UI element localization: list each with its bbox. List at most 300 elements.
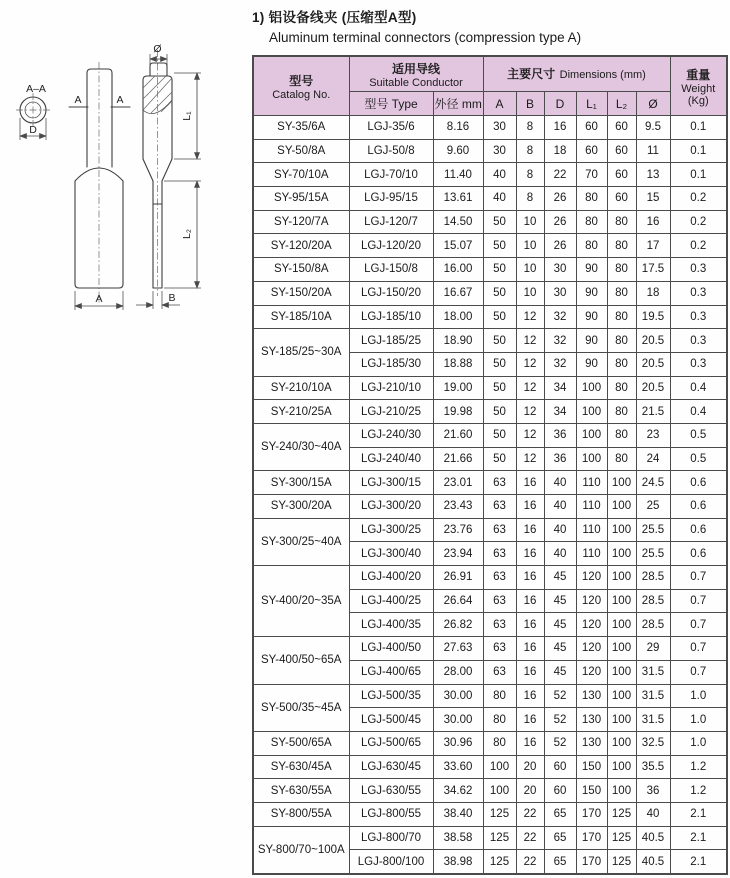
dim-l1-cell: 60 — [576, 116, 607, 140]
dim-a-cell: 63 — [483, 589, 516, 613]
dim-l1-cell: 100 — [576, 447, 607, 471]
dim-diameter-cell: 35.5 — [636, 755, 670, 779]
outer-diameter-cell: 26.64 — [433, 589, 483, 613]
dim-b-cell: 8 — [516, 116, 544, 140]
outer-diameter-cell: 23.43 — [433, 495, 483, 519]
dim-l1-cell: 120 — [576, 660, 607, 684]
conductor-type-cell: LGJ-400/65 — [349, 660, 433, 684]
catalog-no-cell: SY-185/25~30A — [253, 329, 349, 376]
dim-d-cell: 60 — [544, 755, 576, 779]
dim-a-cell: 63 — [483, 518, 516, 542]
dim-l2-cell: 80 — [607, 329, 636, 353]
table-row — [253, 779, 727, 803]
dim-a-cell: 50 — [483, 305, 516, 329]
outer-diameter-cell: 15.07 — [433, 234, 483, 258]
dim-diameter-cell: 24.5 — [636, 471, 670, 495]
dim-a-cell: 50 — [483, 281, 516, 305]
section-label: A–A — [26, 83, 46, 95]
catalog-no-cell: SY-35/6A — [253, 116, 349, 140]
weight-cell: 0.6 — [670, 495, 727, 519]
dim-diameter-cell: 16 — [636, 210, 670, 234]
conductor-type-cell: LGJ-500/45 — [349, 708, 433, 732]
dim-l2-cell: 60 — [607, 116, 636, 140]
dim-l2-cell: 100 — [607, 518, 636, 542]
dim-d-cell: 65 — [544, 802, 576, 826]
dim-d-cell: 32 — [544, 329, 576, 353]
dim-l1-cell: 170 — [576, 826, 607, 850]
conductor-type-cell: LGJ-400/20 — [349, 566, 433, 590]
dim-diameter-cell: 21.5 — [636, 400, 670, 424]
weight-cell: 1.0 — [670, 731, 727, 755]
dim-l1-cell: 80 — [576, 187, 607, 211]
dim-b-cell: 8 — [516, 187, 544, 211]
weight-cell: 0.2 — [670, 210, 727, 234]
dim-b-cell: 22 — [516, 802, 544, 826]
dim-l1-cell: 100 — [576, 400, 607, 424]
conductor-type-cell: LGJ-800/100 — [349, 850, 433, 874]
table-row — [253, 376, 727, 400]
dim-l1-cell: 100 — [576, 423, 607, 447]
dim-diameter-cell: 24 — [636, 447, 670, 471]
dim-b-cell: 8 — [516, 163, 544, 187]
catalog-no-cell: SY-95/15A — [253, 187, 349, 211]
dim-b-cell: 12 — [516, 352, 544, 376]
dim-d-cell: 18 — [544, 139, 576, 163]
dim-l2-cell: 60 — [607, 139, 636, 163]
dim-diameter-cell: 28.5 — [636, 613, 670, 637]
col-header-catalog — [253, 56, 349, 116]
dim-l2-cell: 80 — [607, 400, 636, 424]
dim-l2-cell: 80 — [607, 376, 636, 400]
weight-cell: 2.1 — [670, 802, 727, 826]
dim-b-cell: 12 — [516, 447, 544, 471]
col-header-dimensions — [483, 56, 670, 92]
dim-d-cell: 26 — [544, 187, 576, 211]
conductor-type-cell: LGJ-400/35 — [349, 613, 433, 637]
weight-cell: 0.1 — [670, 116, 727, 140]
dim-diameter-cell: 23 — [636, 423, 670, 447]
dim-a-cell: 40 — [483, 163, 516, 187]
dim-b-cell: 10 — [516, 234, 544, 258]
table-row — [253, 684, 727, 708]
page-title-en: Aluminum terminal connectors (compression type A) — [269, 29, 582, 45]
outer-diameter-cell: 26.91 — [433, 566, 483, 590]
col-header-weight-en: Weight — [681, 82, 716, 95]
dim-a-cell: 100 — [483, 755, 516, 779]
dim-b-cell: 10 — [516, 210, 544, 234]
dim-l1-cell: 110 — [576, 495, 607, 519]
catalog-no-cell: SY-630/45A — [253, 755, 349, 779]
dim-d-cell: 32 — [544, 352, 576, 376]
col-header-weight-zh: 重量 — [686, 67, 711, 82]
table-row — [253, 637, 727, 661]
conductor-type-cell: LGJ-800/70 — [349, 826, 433, 850]
dim-a-cell: 63 — [483, 566, 516, 590]
catalog-no-cell: SY-70/10A — [253, 163, 349, 187]
catalog-no-cell: SY-800/55A — [253, 802, 349, 826]
catalog-no-cell: SY-400/20~35A — [253, 566, 349, 637]
dim-l1-cell: 150 — [576, 779, 607, 803]
weight-cell: 0.1 — [670, 139, 727, 163]
outer-diameter-cell: 14.50 — [433, 210, 483, 234]
col-header-dim-l2: L₂ — [607, 92, 636, 116]
dim-b-cell: 20 — [516, 779, 544, 803]
dim-b-cell: 22 — [516, 850, 544, 874]
table-row — [253, 187, 727, 211]
dim-b-cell: 12 — [516, 305, 544, 329]
dim-l2-cell: 100 — [607, 708, 636, 732]
dim-a-cell: 50 — [483, 352, 516, 376]
outer-diameter-cell: 11.40 — [433, 163, 483, 187]
col-header-conductor-zh: 适用导线 — [391, 61, 440, 76]
conductor-type-cell: LGJ-500/35 — [349, 684, 433, 708]
dim-l2-cell: 80 — [607, 423, 636, 447]
dim-l1-cell: 130 — [576, 731, 607, 755]
dim-l1-cell: 110 — [576, 471, 607, 495]
dim-d-cell: 52 — [544, 731, 576, 755]
dim-d-cell: 36 — [544, 423, 576, 447]
dim-l2-cell: 80 — [607, 234, 636, 258]
col-header-od: 外径 mm — [433, 92, 483, 116]
weight-cell: 0.4 — [670, 376, 727, 400]
spec-table — [252, 55, 728, 875]
table-row — [253, 755, 727, 779]
dim-l1-cell: 120 — [576, 637, 607, 661]
conductor-type-cell: LGJ-400/25 — [349, 589, 433, 613]
dim-d-cell: 34 — [544, 400, 576, 424]
table-row — [253, 305, 727, 329]
dim-l1-cell: 80 — [576, 210, 607, 234]
dim-diameter-cell: 25.5 — [636, 542, 670, 566]
dim-diameter-cell: 15 — [636, 187, 670, 211]
dim-d-cell: 52 — [544, 708, 576, 732]
weight-cell: 0.7 — [670, 589, 727, 613]
outer-diameter-cell: 13.61 — [433, 187, 483, 211]
dim-d-cell: 32 — [544, 305, 576, 329]
outer-diameter-cell: 34.62 — [433, 779, 483, 803]
dim-diameter-cell: 20.5 — [636, 352, 670, 376]
dim-diameter-cell: 25.5 — [636, 518, 670, 542]
outer-diameter-cell: 30.00 — [433, 708, 483, 732]
dim-l2-cell: 80 — [607, 352, 636, 376]
dim-l2-cell: 125 — [607, 802, 636, 826]
conductor-type-cell: LGJ-185/30 — [349, 352, 433, 376]
outer-diameter-cell: 8.16 — [433, 116, 483, 140]
dim-d-cell: 22 — [544, 163, 576, 187]
weight-cell: 0.4 — [670, 400, 727, 424]
dim-l2-cell: 125 — [607, 850, 636, 874]
dim-diameter-cell: 40 — [636, 802, 670, 826]
dim-l2-cell: 60 — [607, 187, 636, 211]
dim-d-cell: 45 — [544, 637, 576, 661]
dim-b-cell: 16 — [516, 731, 544, 755]
dim-a-cell: 50 — [483, 234, 516, 258]
dim-l1-cell: 170 — [576, 850, 607, 874]
dim-l1-cell: 120 — [576, 613, 607, 637]
outer-diameter-cell: 38.40 — [433, 802, 483, 826]
col-header-type: 型号 Type — [349, 92, 433, 116]
conductor-type-cell: LGJ-240/30 — [349, 423, 433, 447]
weight-cell: 2.1 — [670, 850, 727, 874]
dim-a-cell: 63 — [483, 660, 516, 684]
dim-diameter-cell: 31.5 — [636, 660, 670, 684]
side-view — [136, 43, 201, 309]
weight-cell: 0.5 — [670, 447, 727, 471]
dim-b-cell: 16 — [516, 589, 544, 613]
conductor-type-cell: LGJ-500/65 — [349, 731, 433, 755]
dim-l2-cell: 100 — [607, 684, 636, 708]
outer-diameter-cell: 30.96 — [433, 731, 483, 755]
dim-a-cell: 40 — [483, 187, 516, 211]
dim-b-cell: 12 — [516, 400, 544, 424]
conductor-type-cell: LGJ-50/8 — [349, 139, 433, 163]
table-row — [253, 234, 727, 258]
dim-b-cell: 8 — [516, 139, 544, 163]
outer-diameter-cell: 9.60 — [433, 139, 483, 163]
table-row — [253, 163, 727, 187]
dim-b-cell: 16 — [516, 613, 544, 637]
dim-l1-cell: 130 — [576, 708, 607, 732]
dim-l2-cell: 100 — [607, 613, 636, 637]
conductor-type-cell: LGJ-95/15 — [349, 187, 433, 211]
table-row — [253, 518, 727, 542]
dim-b-cell: 12 — [516, 376, 544, 400]
catalog-no-cell: SY-300/15A — [253, 471, 349, 495]
dim-l2-cell: 80 — [607, 210, 636, 234]
col-header-weight — [670, 56, 727, 116]
conductor-type-cell: LGJ-120/20 — [349, 234, 433, 258]
dim-a-cell: 125 — [483, 826, 516, 850]
cross-section-view — [16, 83, 50, 140]
col-header-dimensions-zh: 主要尺寸 — [507, 67, 556, 81]
catalog-no-cell: SY-210/10A — [253, 376, 349, 400]
col-header-conductor — [349, 56, 483, 92]
catalog-no-cell: SY-400/50~65A — [253, 637, 349, 684]
dim-d-cell: 26 — [544, 234, 576, 258]
section-cut-label-left: A — [74, 94, 82, 106]
conductor-type-cell: LGJ-300/25 — [349, 518, 433, 542]
conductor-type-cell: LGJ-400/50 — [349, 637, 433, 661]
dim-b-cell: 16 — [516, 660, 544, 684]
dim-l2-cell: 80 — [607, 447, 636, 471]
dim-l2-cell: 80 — [607, 305, 636, 329]
dim-d-cell: 40 — [544, 495, 576, 519]
col-header-dim-dia: Ø — [636, 92, 670, 116]
outer-diameter-cell: 16.00 — [433, 258, 483, 282]
dim-label-l2: L₂ — [181, 229, 193, 239]
dim-b-cell: 20 — [516, 755, 544, 779]
weight-cell: 0.5 — [670, 423, 727, 447]
table-row — [253, 400, 727, 424]
dim-label-d: D — [29, 124, 37, 136]
dim-a-cell: 50 — [483, 329, 516, 353]
catalog-no-cell: SY-300/25~40A — [253, 518, 349, 565]
table-row — [253, 258, 727, 282]
dim-a-cell: 125 — [483, 850, 516, 874]
dim-b-cell: 16 — [516, 637, 544, 661]
dim-l2-cell: 100 — [607, 566, 636, 590]
catalog-no-cell: SY-800/70~100A — [253, 826, 349, 874]
col-header-dim-a: A — [483, 92, 516, 116]
dim-a-cell: 63 — [483, 542, 516, 566]
table-row — [253, 471, 727, 495]
table-row — [253, 210, 727, 234]
weight-cell: 0.3 — [670, 258, 727, 282]
dim-a-cell: 80 — [483, 708, 516, 732]
dim-l2-cell: 100 — [607, 471, 636, 495]
dim-d-cell: 52 — [544, 684, 576, 708]
weight-cell: 0.7 — [670, 566, 727, 590]
col-header-conductor-en: Suitable Conductor — [369, 76, 463, 89]
catalog-no-cell: SY-150/8A — [253, 258, 349, 282]
dim-d-cell: 65 — [544, 826, 576, 850]
dim-d-cell: 45 — [544, 613, 576, 637]
dim-l1-cell: 60 — [576, 139, 607, 163]
col-header-dim-l1: L₁ — [576, 92, 607, 116]
weight-cell: 0.3 — [670, 329, 727, 353]
conductor-type-cell: LGJ-210/10 — [349, 376, 433, 400]
outer-diameter-cell: 38.98 — [433, 850, 483, 874]
dim-diameter-cell: 17.5 — [636, 258, 670, 282]
dim-d-cell: 34 — [544, 376, 576, 400]
dim-d-cell: 36 — [544, 447, 576, 471]
conductor-type-cell: LGJ-630/45 — [349, 755, 433, 779]
outer-diameter-cell: 19.00 — [433, 376, 483, 400]
dim-b-cell: 16 — [516, 495, 544, 519]
dim-diameter-cell: 19.5 — [636, 305, 670, 329]
dim-d-cell: 45 — [544, 589, 576, 613]
dim-b-cell: 16 — [516, 566, 544, 590]
dim-d-cell: 45 — [544, 660, 576, 684]
dim-l2-cell: 80 — [607, 258, 636, 282]
dim-a-cell: 80 — [483, 731, 516, 755]
conductor-type-cell: LGJ-120/7 — [349, 210, 433, 234]
dim-diameter-cell: 40.5 — [636, 850, 670, 874]
weight-cell: 2.1 — [670, 826, 727, 850]
col-header-dim-b: B — [516, 92, 544, 116]
catalog-no-cell: SY-120/20A — [253, 234, 349, 258]
dim-b-cell: 12 — [516, 423, 544, 447]
dim-a-cell: 50 — [483, 400, 516, 424]
dim-a-cell: 63 — [483, 471, 516, 495]
dim-d-cell: 16 — [544, 116, 576, 140]
catalog-no-cell: SY-500/35~45A — [253, 684, 349, 731]
dim-l2-cell: 100 — [607, 731, 636, 755]
outer-diameter-cell: 33.60 — [433, 755, 483, 779]
conductor-type-cell: LGJ-35/6 — [349, 116, 433, 140]
dim-diameter-cell: 20.5 — [636, 329, 670, 353]
weight-cell: 1.0 — [670, 708, 727, 732]
table-row — [253, 566, 727, 590]
dim-diameter-cell: 32.5 — [636, 731, 670, 755]
dim-a-cell: 63 — [483, 637, 516, 661]
dim-a-cell: 80 — [483, 684, 516, 708]
catalog-no-cell: SY-630/55A — [253, 779, 349, 803]
dim-label-l1: L₁ — [181, 111, 193, 121]
dim-diameter-cell: 13 — [636, 163, 670, 187]
dim-a-cell: 50 — [483, 376, 516, 400]
outer-diameter-cell: 18.88 — [433, 352, 483, 376]
weight-cell: 0.6 — [670, 518, 727, 542]
spec-table-body — [253, 116, 727, 875]
dim-b-cell: 16 — [516, 518, 544, 542]
outer-diameter-cell: 21.60 — [433, 423, 483, 447]
outer-diameter-cell: 18.00 — [433, 305, 483, 329]
dim-d-cell: 40 — [544, 471, 576, 495]
col-header-weight-unit: (Kg) — [687, 94, 709, 107]
weight-cell: 0.6 — [670, 542, 727, 566]
dim-a-cell: 50 — [483, 210, 516, 234]
dim-l2-cell: 100 — [607, 589, 636, 613]
dim-a-cell: 50 — [483, 423, 516, 447]
table-row — [253, 139, 727, 163]
dim-l1-cell: 110 — [576, 542, 607, 566]
outer-diameter-cell: 21.66 — [433, 447, 483, 471]
outer-diameter-cell: 26.82 — [433, 613, 483, 637]
col-header-catalog-en: Catalog No. — [272, 88, 331, 101]
catalog-no-cell: SY-150/20A — [253, 281, 349, 305]
outer-diameter-cell: 27.63 — [433, 637, 483, 661]
weight-cell: 1.0 — [670, 684, 727, 708]
dim-l2-cell: 100 — [607, 637, 636, 661]
dim-a-cell: 63 — [483, 495, 516, 519]
dim-l1-cell: 120 — [576, 589, 607, 613]
weight-cell: 0.3 — [670, 352, 727, 376]
dim-l1-cell: 90 — [576, 305, 607, 329]
table-row — [253, 731, 727, 755]
outer-diameter-cell: 23.76 — [433, 518, 483, 542]
dim-label-diameter: Ø — [153, 43, 162, 55]
conductor-type-cell: LGJ-185/25 — [349, 329, 433, 353]
table-row — [253, 329, 727, 353]
conductor-type-cell: LGJ-70/10 — [349, 163, 433, 187]
dim-diameter-cell: 40.5 — [636, 826, 670, 850]
conductor-type-cell: LGJ-800/55 — [349, 802, 433, 826]
conductor-type-cell: LGJ-300/40 — [349, 542, 433, 566]
page-title-zh: 1) 铝设备线夹 (压缩型A型) — [252, 10, 417, 25]
conductor-type-cell: LGJ-185/10 — [349, 305, 433, 329]
dim-l1-cell: 90 — [576, 281, 607, 305]
front-view — [69, 62, 130, 310]
dim-l2-cell: 100 — [607, 755, 636, 779]
dim-diameter-cell: 9.5 — [636, 116, 670, 140]
dim-diameter-cell: 28.5 — [636, 589, 670, 613]
dim-l1-cell: 130 — [576, 684, 607, 708]
catalog-no-cell: SY-500/65A — [253, 731, 349, 755]
conductor-type-cell: LGJ-300/15 — [349, 471, 433, 495]
dim-l2-cell: 100 — [607, 660, 636, 684]
dim-d-cell: 45 — [544, 566, 576, 590]
outer-diameter-cell: 23.94 — [433, 542, 483, 566]
dim-l1-cell: 70 — [576, 163, 607, 187]
weight-cell: 0.2 — [670, 187, 727, 211]
dim-b-cell: 16 — [516, 542, 544, 566]
weight-cell: 0.2 — [670, 234, 727, 258]
col-header-catalog-zh: 型号 — [289, 73, 314, 88]
dim-a-cell: 100 — [483, 779, 516, 803]
weight-cell: 0.1 — [670, 163, 727, 187]
dim-l1-cell: 120 — [576, 566, 607, 590]
conductor-type-cell: LGJ-150/20 — [349, 281, 433, 305]
dim-diameter-cell: 31.5 — [636, 708, 670, 732]
dim-a-cell: 30 — [483, 139, 516, 163]
col-header-dim-d: D — [544, 92, 576, 116]
table-row — [253, 495, 727, 519]
dim-d-cell: 65 — [544, 850, 576, 874]
dim-a-cell: 125 — [483, 802, 516, 826]
dim-b-cell: 16 — [516, 471, 544, 495]
dim-l1-cell: 80 — [576, 234, 607, 258]
